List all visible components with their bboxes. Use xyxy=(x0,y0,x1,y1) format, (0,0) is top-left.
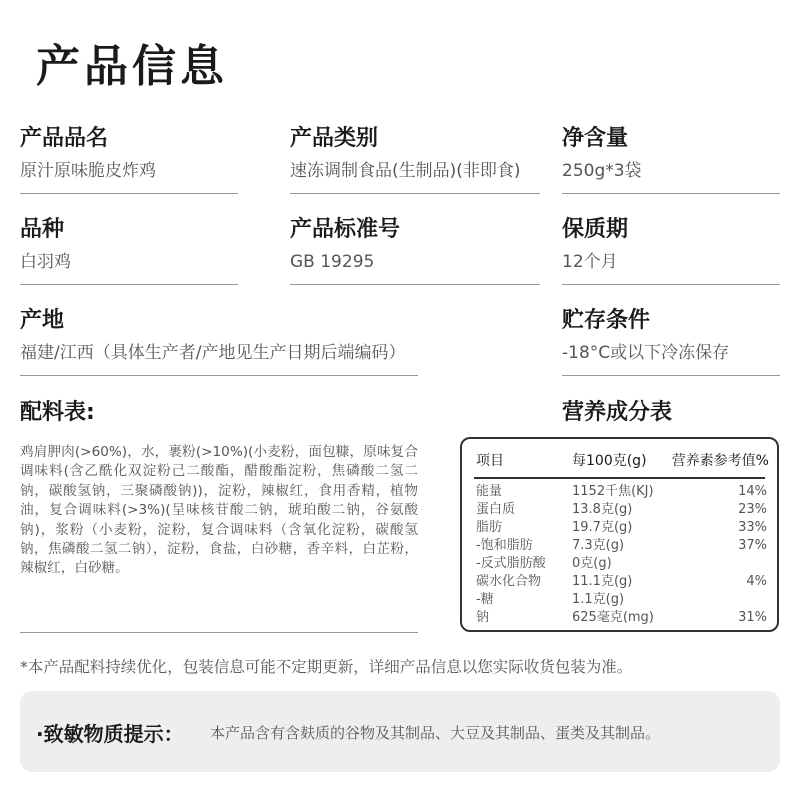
field-label: 产地 xyxy=(20,308,65,333)
header-item: 项目 xyxy=(476,453,504,469)
field-value: 原汁原味脆皮炸鸡 xyxy=(20,161,156,181)
field-label: 贮存条件 xyxy=(562,308,651,333)
field-divider xyxy=(562,375,780,376)
allergen-label: ·致敏物质提示： xyxy=(36,722,184,746)
table-row xyxy=(462,609,777,627)
nutrition-header-divider xyxy=(474,477,765,479)
row-value: 11.1克(g) xyxy=(572,574,633,589)
ingredients-divider xyxy=(20,632,418,633)
field-product-name xyxy=(20,124,238,194)
field-label: 品种 xyxy=(20,217,65,242)
field-standard xyxy=(290,215,540,285)
row-value: 625毫克(mg) xyxy=(572,610,654,625)
row-value: 0克(g) xyxy=(572,556,612,571)
row-item: -反式脂肪酸 xyxy=(476,556,546,571)
field-breed xyxy=(20,215,238,285)
table-row xyxy=(462,573,777,591)
disclaimer-text: *本产品配料持续优化，包装信息可能不定期更新，详细产品信息以您实际收货包装为准。 xyxy=(20,658,633,676)
ingredients-text: 鸡肩胛肉(>60%)，水，裹粉(>10%)(小麦粉，面包糠，原味复合调味料(含乙酰化双淀粉己二酸酯，醋酸酯淀粉，焦磷酸二氢二钠，碳酸氢钠，三聚磷酸钠))，淀粉，辣椒红，食用香精，植物油，复合调味料(>3%)(呈味核苷酸二钠，琥珀酸二钠，谷氨酸钠)，浆粉（小麦粉，淀粉，复合调味料（含氧化淀粉，碳酸氢钠，焦磷酸二氢二钠），淀粉，食盐，白砂糖，香辛料，白芷粉，辣椒红，白砂糖。 xyxy=(20,444,418,577)
row-item: 能量 xyxy=(476,484,503,499)
ingredients-title: 配料表: xyxy=(20,400,95,425)
header-per100: 每100克(g) xyxy=(572,453,647,469)
field-category xyxy=(290,124,540,194)
row-value: 7.3克(g) xyxy=(572,538,625,553)
row-item: 脂肪 xyxy=(476,520,503,535)
field-net-content xyxy=(562,124,780,194)
table-row xyxy=(462,483,777,501)
field-shelf-life xyxy=(562,215,780,285)
field-divider xyxy=(562,193,780,194)
nutrition-table xyxy=(460,437,779,632)
table-row xyxy=(462,555,777,573)
field-value: 白羽鸡 xyxy=(20,252,71,272)
row-value: 1152千焦(KJ) xyxy=(572,484,654,499)
row-value: 13.8克(g) xyxy=(572,502,633,517)
table-row xyxy=(462,537,777,555)
row-nrv: 37% xyxy=(738,538,767,553)
row-item: -糖 xyxy=(476,592,494,607)
field-value: 速冻调制食品(生制品)(非即食) xyxy=(290,161,521,181)
field-label: 产品品名 xyxy=(20,126,109,151)
allergen-text: 本产品含有含麸质的谷物及其制品、大豆及其制品、蛋类及其制品。 xyxy=(210,724,661,742)
field-divider xyxy=(20,193,238,194)
table-row xyxy=(462,591,777,609)
nutrition-header xyxy=(462,439,777,479)
row-nrv: 14% xyxy=(738,484,767,499)
field-label: 保质期 xyxy=(562,217,629,242)
row-nrv: 33% xyxy=(738,520,767,535)
page-title: 产品信息 xyxy=(36,41,228,92)
nutrition-title: 营养成分表 xyxy=(562,400,673,425)
field-divider xyxy=(20,284,238,285)
row-value: 1.1克(g) xyxy=(572,592,625,607)
field-label: 产品类别 xyxy=(290,126,379,151)
row-item: 钠 xyxy=(476,610,490,625)
row-item: -饱和脂肪 xyxy=(476,538,533,553)
field-value: 250g*3袋 xyxy=(562,161,642,181)
row-nrv: 31% xyxy=(738,610,767,625)
field-value: GB 19295 xyxy=(290,252,375,272)
field-divider xyxy=(562,284,780,285)
row-item: 碳水化合物 xyxy=(476,574,542,589)
field-divider xyxy=(290,193,540,194)
field-origin xyxy=(20,306,418,376)
table-row xyxy=(462,519,777,537)
allergen-notice xyxy=(20,691,780,772)
field-value: 福建/江西（具体生产者/产地见生产日期后端编码） xyxy=(20,343,406,363)
field-label: 净含量 xyxy=(562,126,629,151)
row-value: 19.7克(g) xyxy=(572,520,633,535)
row-item: 蛋白质 xyxy=(476,502,516,517)
field-value: -18°C或以下冷冻保存 xyxy=(562,343,730,363)
field-divider xyxy=(290,284,540,285)
nutrition-rows xyxy=(462,483,777,627)
field-divider xyxy=(20,375,418,376)
field-value: 12个月 xyxy=(562,252,618,272)
table-row xyxy=(462,501,777,519)
row-nrv: 23% xyxy=(738,502,767,517)
field-label: 产品标准号 xyxy=(290,217,401,242)
row-nrv: 4% xyxy=(746,574,767,589)
field-storage xyxy=(562,306,780,376)
header-nrv: 营养素参考值% xyxy=(671,453,769,469)
